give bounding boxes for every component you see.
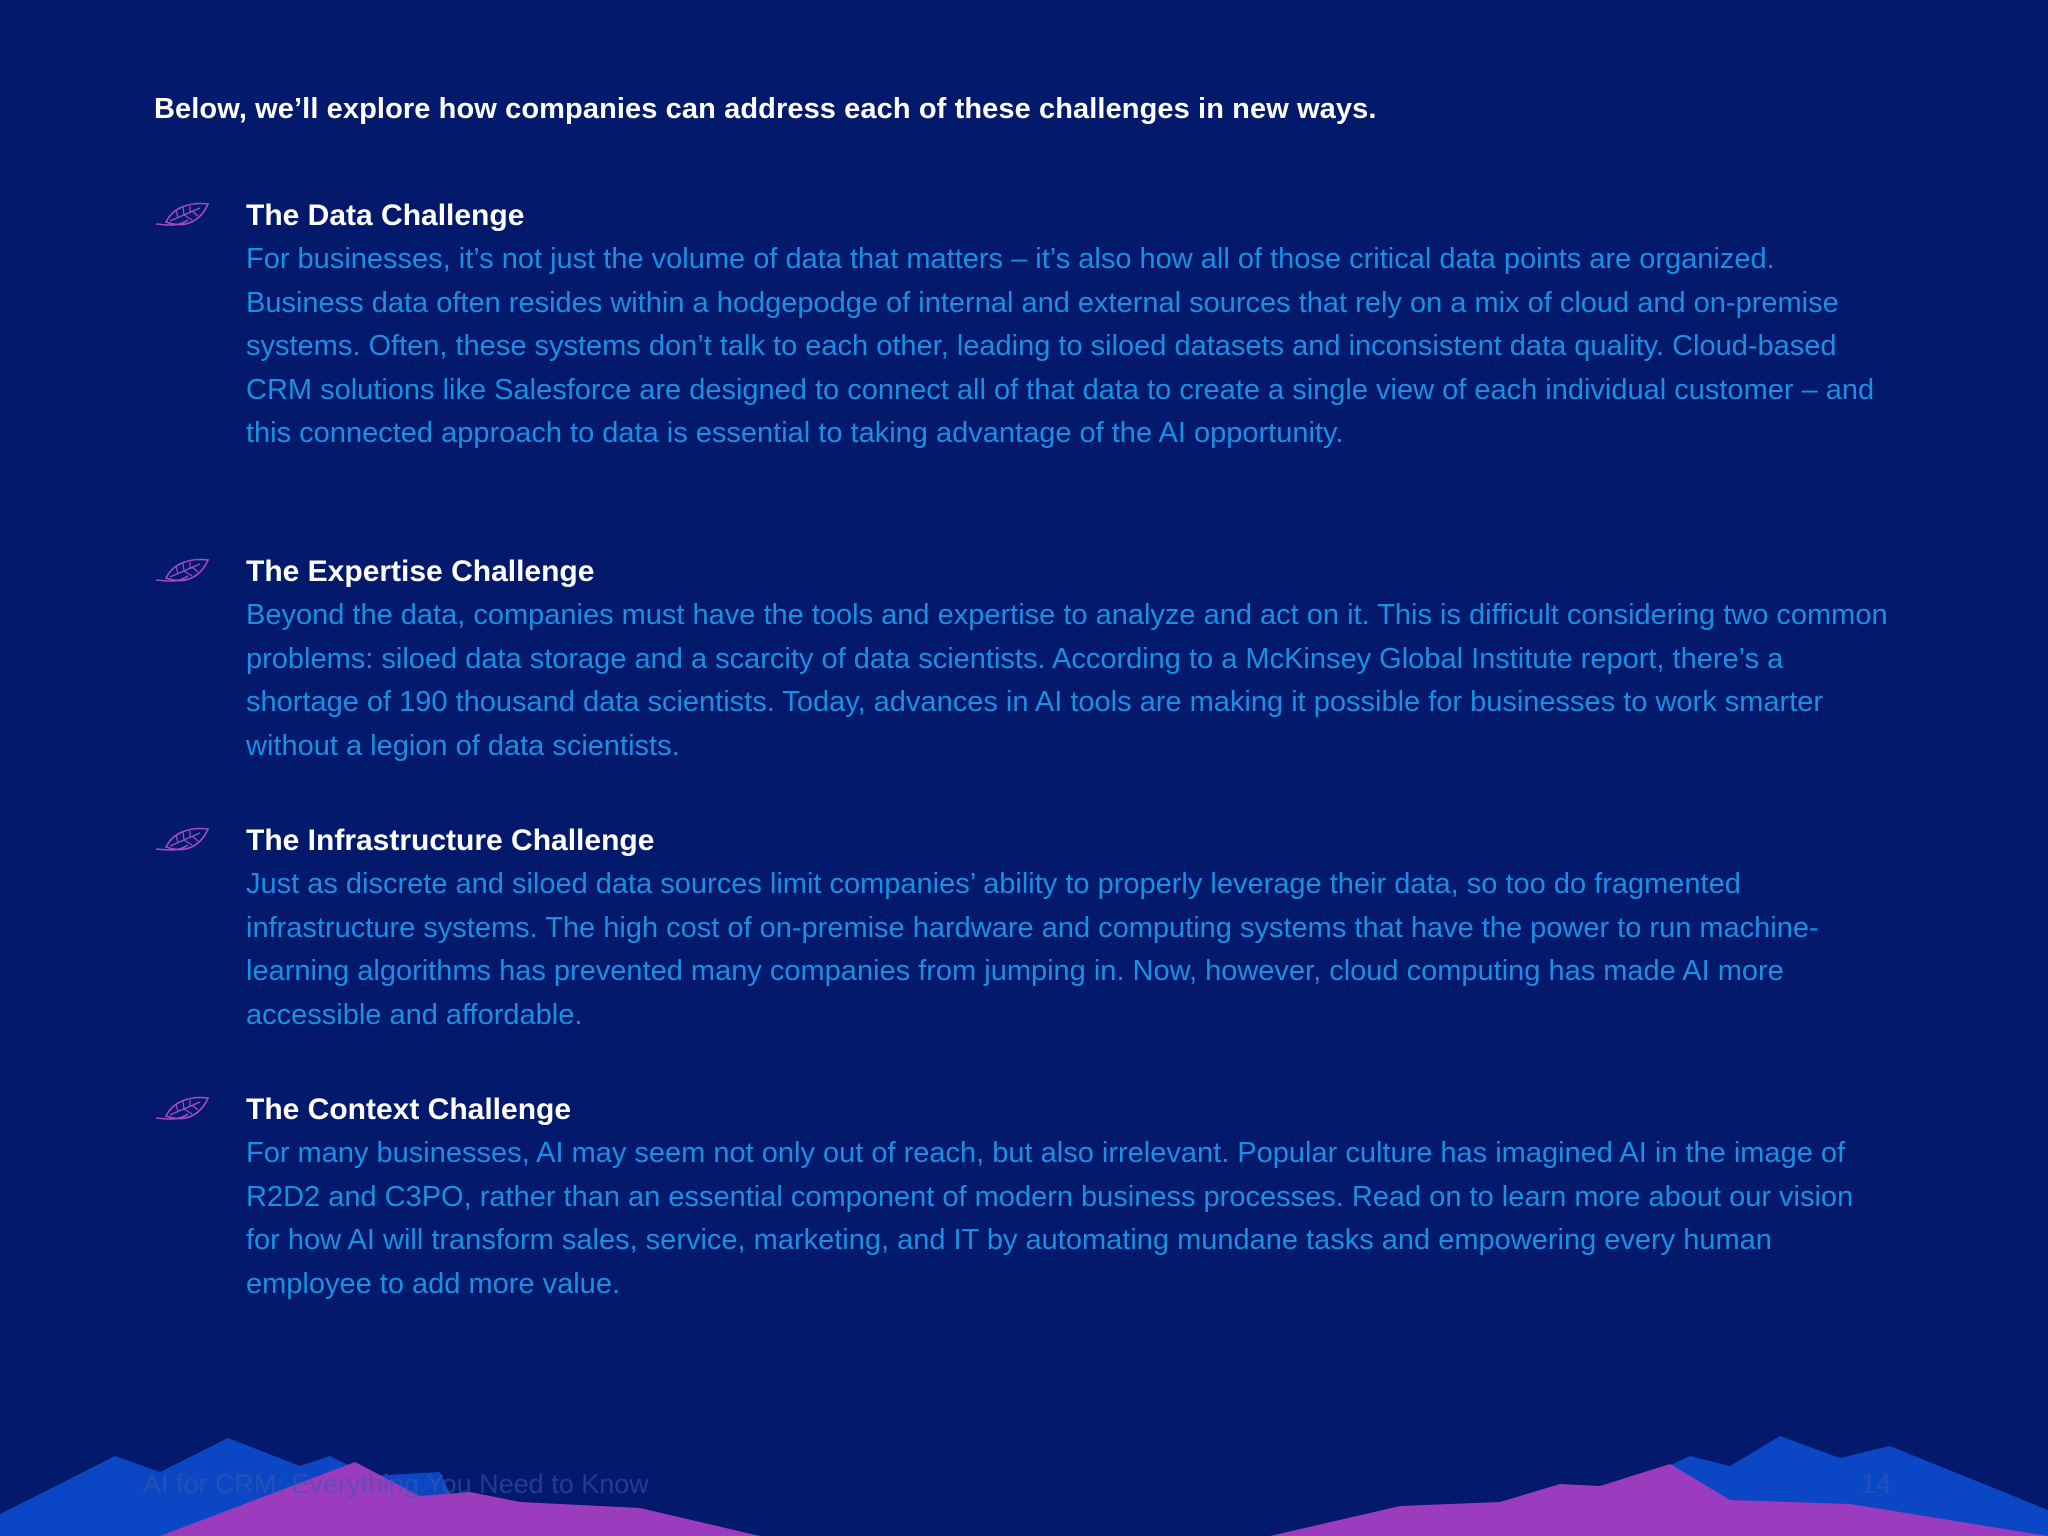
leaf-icon — [154, 823, 210, 859]
section-text: For many businesses, AI may seem not only out of reach, but also irrelevant. Popular culture has imagined AI in the image of R2D2 and C3PO, rather than an essential component of modern business processes. Read on to learn more about our vision for how AI will transform sales, service, marketing, and IT by automating mundane tasks and empowering every human employee to add more value. — [246, 1137, 1854, 1300]
section-text: Just as discrete and siloed data sources limit companies’ ability to properly leverage their data, so too do fragmented infrastructure systems. The high cost of on-premise hardware and computing systems that have the power to run machine-learning algorithms has prevented many companies from jumping in. Now, however, cloud computing has made AI more accessible and affordable. — [246, 868, 1819, 1031]
intro-text: Below, we’ll explore how companies can address each of these challenges in new ways. — [154, 93, 1377, 125]
leaf-icon — [154, 198, 210, 234]
leaf-icon — [154, 554, 210, 590]
section-title: The Expertise Challenge — [246, 555, 595, 588]
page-number: 14 — [1860, 1469, 1891, 1499]
leaf-icon — [154, 1092, 210, 1128]
section-title: The Context Challenge — [246, 1093, 572, 1126]
section-title: The Infrastructure Challenge — [246, 824, 655, 857]
mountain-decoration — [0, 1396, 2048, 1536]
section-text: Beyond the data, companies must have the tools and expertise to analyze and act on it. This is difficult considering two common problems: siloed data storage and a scarcity of data scientists. According to a McKinsey Global Institute report, there’s a shortage of 190 thousand data scientists. Today, advances in AI tools are making it possible for businesses to work smarter without a legion of data scientists. — [246, 599, 1888, 762]
section-text: For businesses, it’s not just the volume of data that matters – it’s also how all of those critical data points are organized. Business data often resides within a hodgepodge of internal and external sources that rely on a mix of cloud and on-premise systems. Often, these systems don’t talk to each other, leading to siloed datasets and inconsistent data quality. Cloud-based CRM solutions like Salesforce are designed to connect all of that data to create a single view of each individual customer – and this connected approach to data is essential to taking advantage of the AI opportunity. — [246, 243, 1875, 449]
section-title: The Data Challenge — [246, 199, 525, 232]
footer-title: AI for CRM: Everything You Need to Know — [143, 1469, 649, 1499]
